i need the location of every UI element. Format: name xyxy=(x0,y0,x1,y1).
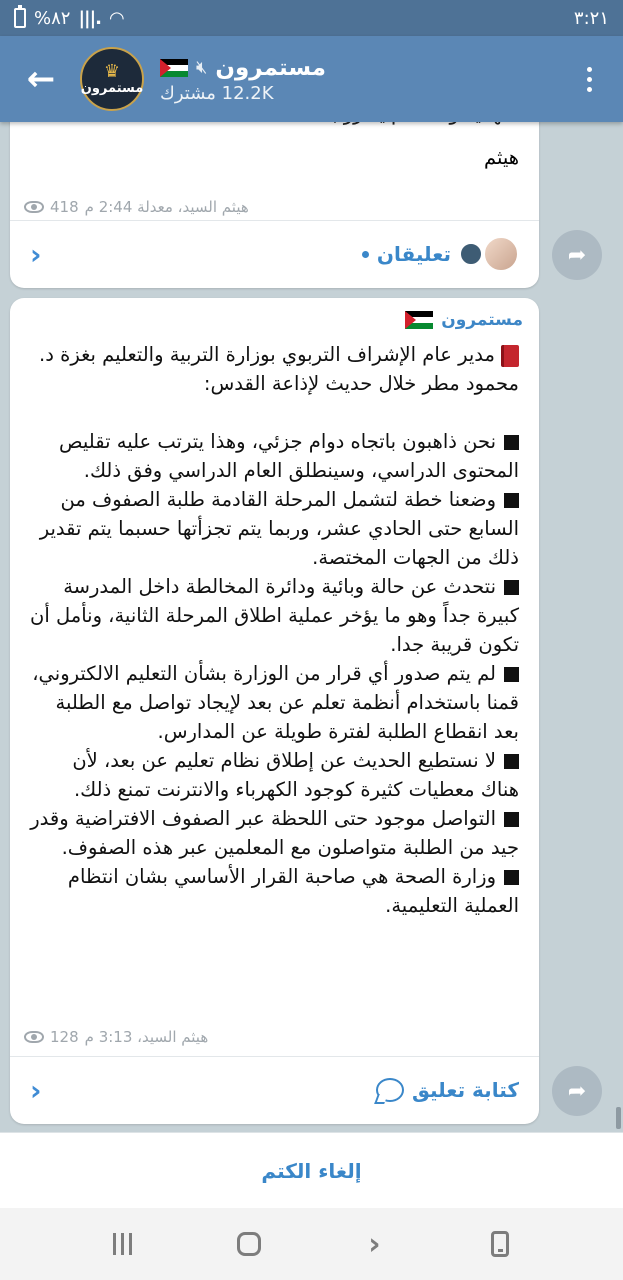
status-icons xyxy=(14,8,125,29)
chat-info[interactable] xyxy=(160,55,326,104)
bullet-square-icon xyxy=(504,493,519,508)
bullet-square-icon xyxy=(504,580,519,595)
commenter-avatars xyxy=(465,236,519,272)
bullet-square-icon xyxy=(504,667,519,682)
home-button[interactable] xyxy=(219,1219,279,1269)
bullet-square-icon xyxy=(504,870,519,885)
view-count: 418 xyxy=(50,198,79,216)
author-time: هيثم السيد، 3:13 م xyxy=(84,1028,209,1046)
subscriber-count: 12.2K مشترك xyxy=(160,82,274,104)
mute-icon: 🔇︎ xyxy=(196,57,208,78)
share-button[interactable] xyxy=(552,230,602,280)
list-item: لم يتم صدور أي قرار من الوزارة بشأن التعليم الالكتروني، قمنا باستخدام أنظمة تعلم عن بعد لإيجاد تواصل مع الطلبة بعد انقطاع الطلبة لفترة طويلة عن المدارس. xyxy=(32,662,519,743)
share-icon: ➦ xyxy=(567,242,587,268)
more-vertical-icon xyxy=(587,67,592,72)
comments-label: تعليقان xyxy=(376,242,451,266)
list-item: وضعنا خطة لتشمل المرحلة القادمة طلبة الصفوف من السابع حتى الحادي عشر، وربما يتم تجزأتها حسبما يتم تقدير ذلك من الجهات المختصة. xyxy=(39,488,519,569)
signal-icon: |||. xyxy=(78,7,102,29)
message-signature: هيثم xyxy=(483,146,519,169)
message-meta xyxy=(24,1028,208,1046)
author-time: هيثم السيد، معدلة 2:44 م xyxy=(84,198,249,216)
palestine-flag-icon xyxy=(405,311,433,329)
wifi-icon: ◠ xyxy=(109,7,125,29)
palestine-flag-icon xyxy=(160,59,188,77)
message-meta xyxy=(24,198,249,216)
avatar-logo-text: مستمرون xyxy=(80,80,144,96)
avatar xyxy=(483,236,519,272)
clock: ٣:٢١ xyxy=(573,7,609,29)
bottom-action-bar xyxy=(0,1132,623,1208)
scrollbar[interactable] xyxy=(616,1107,621,1129)
bullet-square-icon xyxy=(504,435,519,450)
headline: مدير عام الإشراف التربوي بوزارة التربية والتعليم بغزة د. محمود مطر خلال حديث لإذاعة القدس: xyxy=(39,343,519,395)
sender-name[interactable]: مستمرون xyxy=(405,310,523,330)
list-item: لا نستطيع الحديث عن إطلاق نظام تعليم عن بعد، لأن هناك معطيات كثيرة كوجود الكهرباء والانترنت تمنع ذلك. xyxy=(72,749,519,801)
comment-bubble-icon xyxy=(376,1078,404,1102)
recents-icon xyxy=(113,1233,132,1255)
chat-title: مستمرون xyxy=(215,54,327,81)
message-list[interactable] xyxy=(0,122,623,1132)
recents-button[interactable] xyxy=(93,1219,153,1269)
channel-avatar[interactable] xyxy=(80,47,144,111)
chevron-right-icon: › xyxy=(368,1226,381,1262)
list-item: وزارة الصحة هي صاحبة القرار الأساسي بشان انتظام العملية التعليمية. xyxy=(67,865,519,917)
message-bubble[interactable] xyxy=(10,102,539,288)
share-icon: ➦ xyxy=(567,1078,587,1104)
rotate-button[interactable] xyxy=(470,1219,530,1269)
nav-back-button[interactable] xyxy=(344,1219,404,1269)
avatar xyxy=(459,242,483,266)
list-item: نتحدث عن حالة وبائية ودائرة المخالطة داخل المدرسة كبيرة جداً وهو ما يؤخر عملية اطلاق المرحلة الثانية، ونأمل أن تكون قريبة جدا. xyxy=(30,575,519,656)
phone-rotate-icon xyxy=(491,1231,509,1257)
system-nav-bar xyxy=(0,1208,623,1280)
eye-icon xyxy=(24,1031,44,1043)
bullet-square-icon xyxy=(504,812,519,827)
share-button[interactable] xyxy=(552,1066,602,1116)
write-comment-button[interactable] xyxy=(10,1058,539,1122)
chat-header xyxy=(0,36,623,122)
home-icon xyxy=(237,1232,261,1256)
more-menu-button[interactable] xyxy=(569,52,609,106)
write-comment-label: كتابة تعليق xyxy=(411,1078,519,1102)
list-item: التواصل موجود حتى اللحظة عبر الصفوف الافتراضية وقدر جيد من الطلبة متواصلون مع المعلمين عبر هذه الصفوف. xyxy=(30,807,519,859)
divider xyxy=(10,1056,539,1057)
chevron-right-icon: › xyxy=(30,1073,42,1107)
message-body xyxy=(10,298,539,920)
comments-button[interactable] xyxy=(10,222,539,286)
chevron-right-icon: › xyxy=(30,237,42,271)
eye-icon xyxy=(24,201,44,213)
battery-level: %٨٢ xyxy=(34,7,71,29)
message-bubble[interactable] xyxy=(10,298,539,1124)
list-item: نحن ذاهبون باتجاه دوام جزئي، وهذا يترتب عليه تقليص المحتوى الدراسي، وسينطلق العام الدراسي وفق ذلك. xyxy=(59,430,519,482)
divider xyxy=(10,220,539,221)
book-icon xyxy=(501,345,519,367)
view-count: 128 xyxy=(50,1028,79,1046)
back-button[interactable] xyxy=(14,52,68,106)
bullet-square-icon xyxy=(504,754,519,769)
battery-icon xyxy=(14,8,26,28)
arrow-left-icon: ← xyxy=(26,59,56,99)
status-bar xyxy=(0,0,623,36)
unread-dot xyxy=(362,251,369,258)
crown-icon: ♛ xyxy=(103,60,121,82)
unmute-button[interactable]: إلغاء الكتم xyxy=(261,1158,362,1183)
